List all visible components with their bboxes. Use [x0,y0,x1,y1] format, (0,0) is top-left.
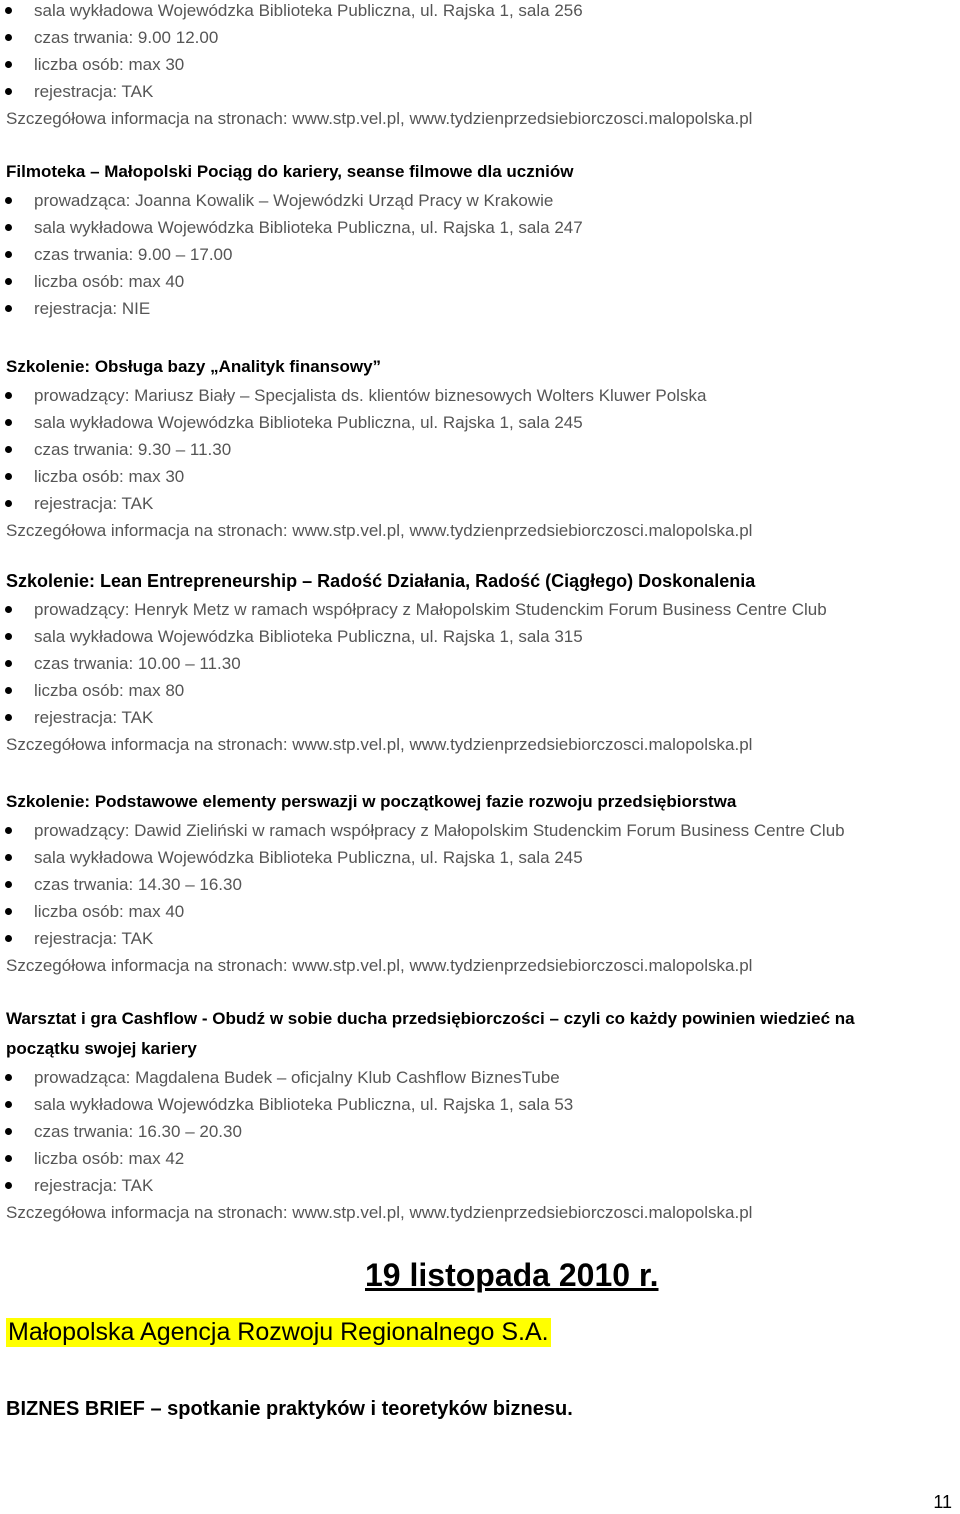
bullet-icon [5,606,12,613]
list-item: sala wykładowa Wojewódzka Biblioteka Publiczna, ul. Rajska 1, sala 53 [0,1091,960,1118]
bullet-icon [5,224,12,231]
list-item: rejestracja: TAK [0,78,960,105]
info-line: Szczegółowa informacja na stronach: www.stp.vel.pl, www.tydzienprzedsiebiorczosci.malopolska.pl [6,735,753,754]
page-number: 11 [933,1492,952,1512]
bullet-icon [5,392,12,399]
section-heading: Szkolenie: Podstawowe elementy perswazji w początkowej fazie rozwoju przedsiębiorstwa [6,792,737,811]
list-item: liczba osób: max 42 [0,1145,960,1172]
list-item: rejestracja: TAK [0,925,960,952]
info-line: Szczegółowa informacja na stronach: www.stp.vel.pl, www.tydzienprzedsiebiorczosci.malopolska.pl [6,109,753,128]
bullet-icon [5,827,12,834]
bullet-icon [5,854,12,861]
list-item: sala wykładowa Wojewódzka Biblioteka Publiczna, ul. Rajska 1, sala 315 [0,623,960,650]
section-heading: Szkolenie: Lean Entrepreneurship – Radość Działania, Radość (Ciągłego) Doskonalenia [6,571,756,591]
list-item: liczba osób: max 30 [0,463,960,490]
list-item: prowadzący: Mariusz Biały – Specjalista ds. klientów biznesowych Wolters Kluwer Polska [0,382,960,409]
cashflow-section [0,1004,960,1226]
bullet-icon [5,446,12,453]
list-item: rejestracja: NIE [0,295,960,322]
perswazja-item-list [0,817,960,952]
event-date: 19 listopada 2010 r. [365,1257,659,1293]
bullet-icon [5,908,12,915]
bullet-icon [5,34,12,41]
list-item: czas trwania: 9.00 – 17.00 [0,241,960,268]
bullet-icon [5,419,12,426]
filmoteka-item-list [0,187,960,322]
bullet-icon [5,881,12,888]
list-item: czas trwania: 14.30 – 16.30 [0,871,960,898]
list-item: prowadzący: Dawid Zieliński w ramach współpracy z Małopolskim Studenckim Forum Business Centre Club [0,817,960,844]
list-item: prowadząca: Joanna Kowalik – Wojewódzki Urząd Pracy w Krakowie [0,187,960,214]
bullet-icon [5,1074,12,1081]
filmoteka-section [0,157,960,322]
bullet-icon [5,197,12,204]
list-item: sala wykładowa Wojewódzka Biblioteka Publiczna, ul. Rajska 1, sala 245 [0,409,960,436]
organization-name: Małopolska Agencja Rozwoju Regionalnego S.A. [8,1318,549,1346]
bullet-icon [5,935,12,942]
list-item: liczba osób: max 40 [0,268,960,295]
list-item: liczba osób: max 80 [0,677,960,704]
bullet-icon [5,1155,12,1162]
bullet-icon [5,1128,12,1135]
top-item-list [0,0,960,105]
event-title: BIZNES BRIEF – spotkanie praktyków i teoretyków biznesu. [6,1398,573,1420]
list-item: czas trwania: 9.30 – 11.30 [0,436,960,463]
bullet-icon [5,251,12,258]
list-item: sala wykładowa Wojewódzka Biblioteka Publiczna, ul. Rajska 1, sala 256 [0,0,960,24]
section-heading: Filmoteka – Małopolski Pociąg do kariery, seanse filmowe dla uczniów [6,162,574,181]
info-line: Szczegółowa informacja na stronach: www.stp.vel.pl, www.tydzienprzedsiebiorczosci.malopolska.pl [6,956,753,975]
bullet-icon [5,278,12,285]
lean-item-list [0,596,960,731]
bullet-icon [5,88,12,95]
list-item: prowadząca: Magdalena Budek – oficjalny Klub Cashflow BiznesTube [0,1064,960,1091]
list-item: rejestracja: TAK [0,704,960,731]
bullet-icon [5,633,12,640]
bullet-icon [5,1182,12,1189]
top-section [0,0,960,132]
bullet-icon [5,714,12,721]
analityk-item-list [0,382,960,517]
list-item: rejestracja: TAK [0,1172,960,1199]
perswazja-section [0,787,960,979]
bullet-icon [5,305,12,312]
lean-section [0,566,960,758]
bullet-icon [5,687,12,694]
section-heading-continued: początku swojej kariery [6,1039,197,1058]
list-item: sala wykładowa Wojewódzka Biblioteka Publiczna, ul. Rajska 1, sala 245 [0,844,960,871]
list-item: rejestracja: TAK [0,490,960,517]
list-item: czas trwania: 16.30 – 20.30 [0,1118,960,1145]
section-heading: Szkolenie: Obsługa bazy „Analityk finansowy” [6,357,382,376]
bullet-icon [5,7,12,14]
list-item: prowadzący: Henryk Metz w ramach współpracy z Małopolskim Studenckim Forum Business Centre Club [0,596,960,623]
cashflow-item-list [0,1064,960,1199]
bullet-icon [5,61,12,68]
bullet-icon [5,500,12,507]
info-line: Szczegółowa informacja na stronach: www.stp.vel.pl, www.tydzienprzedsiebiorczosci.malopolska.pl [6,521,753,540]
bullet-icon [5,1101,12,1108]
list-item: liczba osób: max 30 [0,51,960,78]
list-item: sala wykładowa Wojewódzka Biblioteka Publiczna, ul. Rajska 1, sala 247 [0,214,960,241]
section-heading: Warsztat i gra Cashflow - Obudź w sobie ducha przedsiębiorczości – czyli co każdy powinien wiedzieć na [6,1009,855,1028]
list-item: czas trwania: 9.00 12.00 [0,24,960,51]
analityk-section [0,352,960,544]
info-line: Szczegółowa informacja na stronach: www.stp.vel.pl, www.tydzienprzedsiebiorczosci.malopolska.pl [6,1203,753,1222]
bullet-icon [5,473,12,480]
list-item: liczba osób: max 40 [0,898,960,925]
bullet-icon [5,660,12,667]
list-item: czas trwania: 10.00 – 11.30 [0,650,960,677]
